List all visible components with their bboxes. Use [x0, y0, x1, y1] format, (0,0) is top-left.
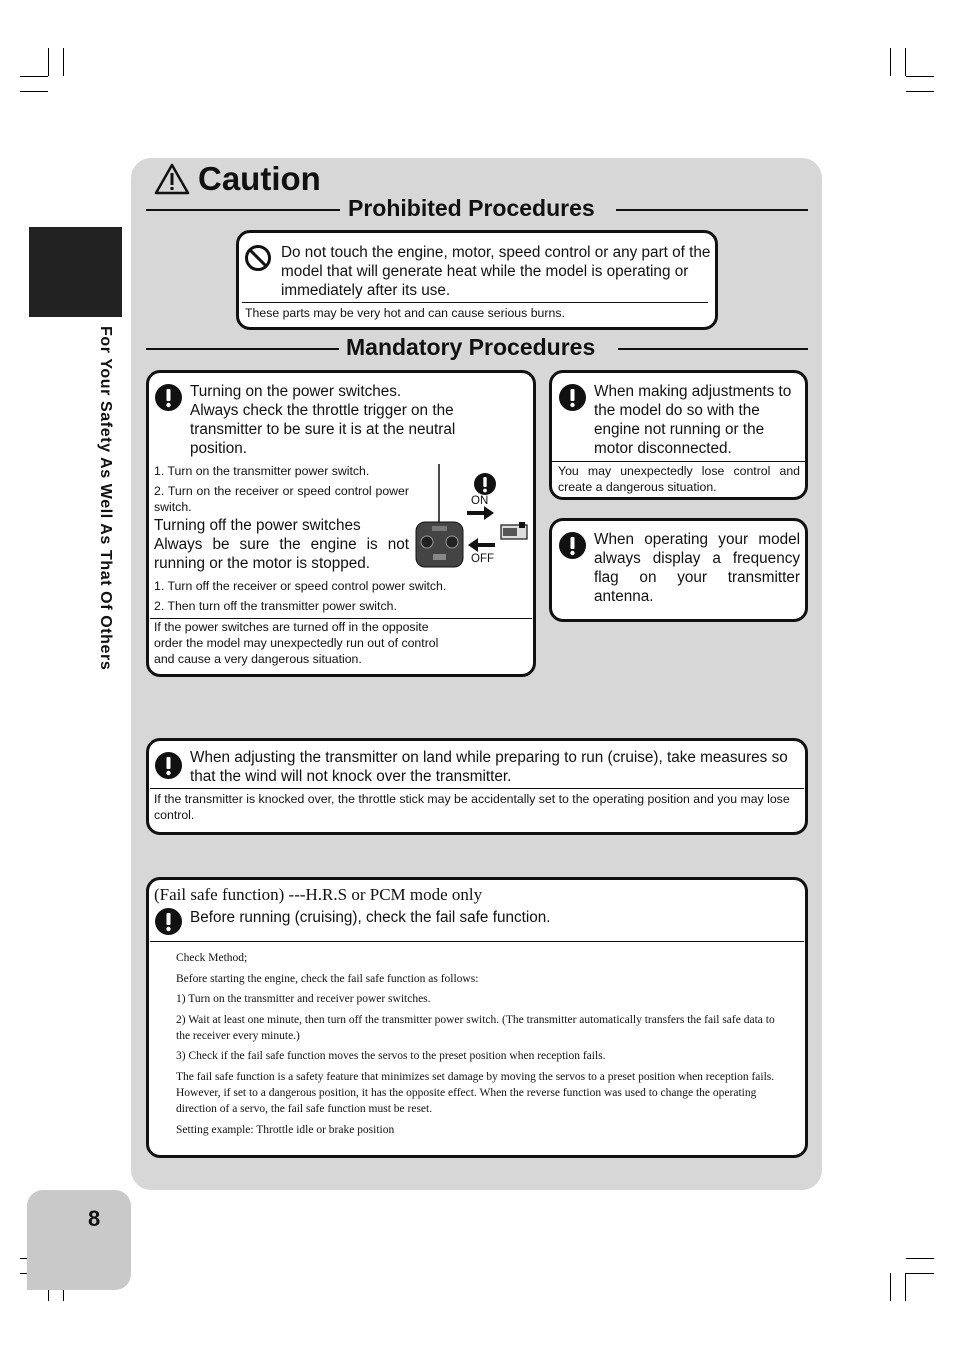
- wind-main-text: When adjusting the transmitter on land while preparing to run (cruise), take measures so that the wind will not knock over the transmitter.: [190, 749, 788, 785]
- mandatory-heading: [146, 334, 808, 364]
- warning-triangle-icon: [154, 163, 190, 195]
- fail-safe-main-text: Before running (cruising), check the fail safe function.: [190, 909, 551, 926]
- power-off-step-2: 2. Then turn off the transmitter power switch.: [154, 599, 397, 613]
- crop-mark: [20, 91, 48, 92]
- crop-mark: [906, 1258, 934, 1259]
- receiver-illustration: [499, 520, 529, 542]
- adjustments-main-text: When making adjustments to the model do so with the engine not running or the motor disconnected.: [594, 383, 792, 457]
- heading-rule: [618, 348, 808, 350]
- power-on-step-2: 2. Turn on the receiver or speed control power switch.: [154, 484, 409, 514]
- power-on-description: Always check the throttle trigger on the transmitter to be sure it is at the neutral position.: [190, 402, 456, 457]
- crop-mark: [906, 91, 934, 92]
- frequency-flag-text: When operating your model always display a frequency flag on your transmitter antenna.: [594, 531, 800, 605]
- arrow-left-icon: [467, 538, 495, 552]
- adjustments-note: You may unexpectedly lose control and create a dangerous situation.: [558, 464, 800, 494]
- check-step-2: 2) Wait at least one minute, then turn off the transmitter power switch. (The transmitter automatically transfers the fail safe data to the receiver every minute.): [176, 1014, 775, 1042]
- crop-mark: [905, 48, 906, 76]
- divider: [150, 788, 804, 789]
- check-step-3: 3) Check if the fail safe function moves the servos to the preset position when reception fails.: [176, 1050, 606, 1062]
- crop-mark: [890, 48, 891, 76]
- check-method-label: Check Method;: [176, 952, 248, 964]
- heading-rule: [146, 209, 340, 211]
- power-off-description: Always be sure the engine is not running or the motor is stopped.: [154, 536, 409, 572]
- check-intro: Before starting the engine, check the fail safe function as follows:: [176, 973, 479, 985]
- exclamation-icon: [154, 383, 183, 412]
- check-step-1: 1) Turn on the transmitter and receiver power switches.: [176, 993, 431, 1005]
- setting-example: Setting example: Throttle idle or brake position: [176, 1124, 395, 1136]
- power-off-heading: Turning off the power switches: [154, 517, 361, 534]
- heading-rule: [146, 348, 339, 350]
- crop-mark: [906, 1273, 934, 1274]
- crop-mark: [890, 1273, 891, 1301]
- crop-mark: [905, 1273, 906, 1301]
- prohibited-heading: [146, 195, 808, 225]
- off-label: OFF: [471, 553, 494, 565]
- divider: [242, 302, 708, 303]
- heading-rule: [616, 209, 808, 211]
- power-on-heading: Turning on the power switches.: [190, 383, 402, 400]
- divider: [150, 941, 804, 942]
- transmitter-illustration: [412, 462, 467, 570]
- crop-mark: [20, 76, 48, 77]
- exclamation-icon: [558, 383, 587, 412]
- fail-safe-explanation: The fail safe function is a safety feature that minimizes set damage by moving the servos to a preset position when reception fails. However, if set to a dangerous position, it has the opposite effect. When the reverse function was used to change the operating direction of a servo, the fail safe function must be reset.: [176, 1071, 775, 1115]
- sidebar-label: For Your Safety As Well As That Of Others: [97, 326, 114, 671]
- divider: [552, 461, 805, 462]
- wind-note: If the transmitter is knocked over, the throttle stick may be accidentally set to the operating position and you may lose control.: [154, 792, 790, 822]
- power-off-step-1: 1. Turn off the receiver or speed control power switch.: [154, 579, 447, 593]
- on-label: ON: [471, 495, 489, 507]
- caution-header: [154, 160, 321, 198]
- power-note: If the power switches are turned off in the opposite order the model may unexpectedly run out of control and cause a very dangerous situation.: [154, 620, 439, 666]
- exclamation-icon: [558, 531, 587, 560]
- caution-title: Caution: [198, 160, 321, 197]
- sidebar-block: [29, 227, 122, 317]
- prohibited-note: These parts may be very hot and can cause serious burns.: [245, 306, 565, 320]
- prohibited-main-text: Do not touch the engine, motor, speed control or any part of the model that will generate heat while the model is operating or immediately after its use.: [281, 244, 711, 299]
- crop-mark: [906, 76, 934, 77]
- prohibited-heading-text: Prohibited Procedures: [348, 195, 595, 221]
- page-tab: [27, 1190, 131, 1290]
- mandatory-heading-text: Mandatory Procedures: [346, 334, 596, 360]
- exclamation-icon: [154, 751, 183, 780]
- arrow-right-icon: [467, 506, 495, 520]
- crop-mark: [48, 48, 49, 76]
- power-on-step-1: 1. Turn on the transmitter power switch.: [154, 464, 370, 478]
- page-number: 8: [88, 1206, 101, 1231]
- crop-mark: [63, 48, 64, 76]
- fail-safe-title: (Fail safe function) ---H.R.S or PCM mode only: [154, 885, 483, 904]
- exclamation-icon: [154, 907, 183, 936]
- prohibited-icon: [244, 244, 272, 272]
